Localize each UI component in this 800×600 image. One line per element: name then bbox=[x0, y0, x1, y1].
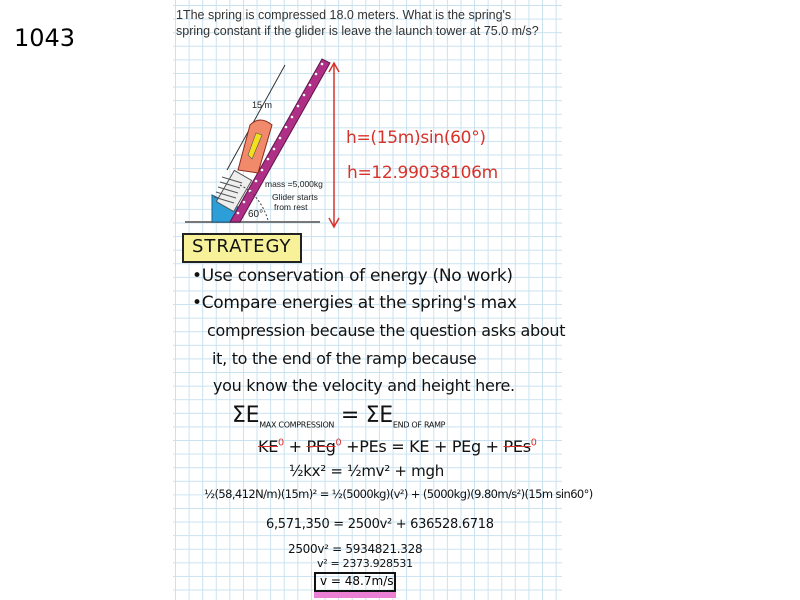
peg-initial-crossed: PEg bbox=[306, 437, 336, 456]
start-label-1: Glider starts bbox=[272, 192, 318, 202]
energy-sum-right: ΣE bbox=[365, 403, 393, 428]
strategy-bullet-1: •Use conservation of energy (No work) bbox=[192, 266, 513, 286]
terms-right: = KE + PEg + bbox=[391, 437, 499, 456]
energy-sum-right-sub: END OF RAMP bbox=[392, 420, 446, 430]
energy-formula: ½kx² = ½mv² + mgh bbox=[289, 462, 444, 480]
step-2: 2500v² = 5934821.328 bbox=[288, 542, 423, 556]
zero-mark: 0 bbox=[278, 437, 284, 449]
question-line-1: 1The spring is compressed 18.0 meters. What is the spring's bbox=[176, 8, 512, 22]
question-line-2: spring constant if the glider is leave the launch tower at 75.0 m/s? bbox=[176, 24, 539, 38]
step-3: v² = 2373.928531 bbox=[317, 557, 413, 570]
ke-initial-crossed: KE bbox=[258, 437, 279, 456]
energy-terms-equation bbox=[258, 437, 537, 456]
height-result: h=12.99038106m bbox=[347, 163, 498, 183]
start-label-2: from rest bbox=[274, 202, 308, 212]
question-text bbox=[176, 7, 576, 39]
page-number: 1043 bbox=[14, 24, 76, 52]
strategy-bullet-2: •Compare energies at the spring's max bbox=[192, 293, 517, 313]
strategy-bullet-2-cont-3: you know the velocity and height here. bbox=[213, 376, 515, 395]
energy-sum-left: ΣE bbox=[232, 403, 260, 428]
strategy-bullet-2-cont-1: compression because the question asks about bbox=[207, 321, 566, 340]
plus-sign: + bbox=[288, 437, 302, 456]
strategy-title: STRATEGY bbox=[192, 236, 292, 257]
step-1: 6,571,350 = 2500v² + 636528.6718 bbox=[266, 517, 494, 532]
height-arrow bbox=[327, 60, 341, 230]
zero-mark: 0 bbox=[530, 437, 537, 449]
ramp-diagram bbox=[180, 55, 340, 230]
zero-mark: 0 bbox=[335, 437, 342, 449]
energy-sum-equation bbox=[232, 403, 445, 429]
length-label: 15 m bbox=[252, 100, 273, 110]
substitution-line: ½(58,412N/m)(15m)² = ½(5000kg)(v²) + (5000kg)(9.80m/s²)(15m sin60°) bbox=[204, 487, 593, 501]
pes-initial: +PEs bbox=[346, 437, 387, 456]
strategy-bullet-2-cont-2: it, to the end of the ramp because bbox=[212, 349, 477, 368]
mass-label: mass =5,000kg bbox=[265, 179, 323, 189]
pes-final-crossed: PEs bbox=[503, 437, 531, 456]
angle-label: 60° bbox=[248, 209, 264, 220]
height-formula: h=(15m)sin(60°) bbox=[346, 128, 486, 148]
energy-sum-equals: = bbox=[340, 403, 359, 428]
final-answer: v = 48.7m/s bbox=[320, 574, 394, 588]
energy-sum-left-sub: MAX COMPRESSION bbox=[259, 420, 335, 430]
